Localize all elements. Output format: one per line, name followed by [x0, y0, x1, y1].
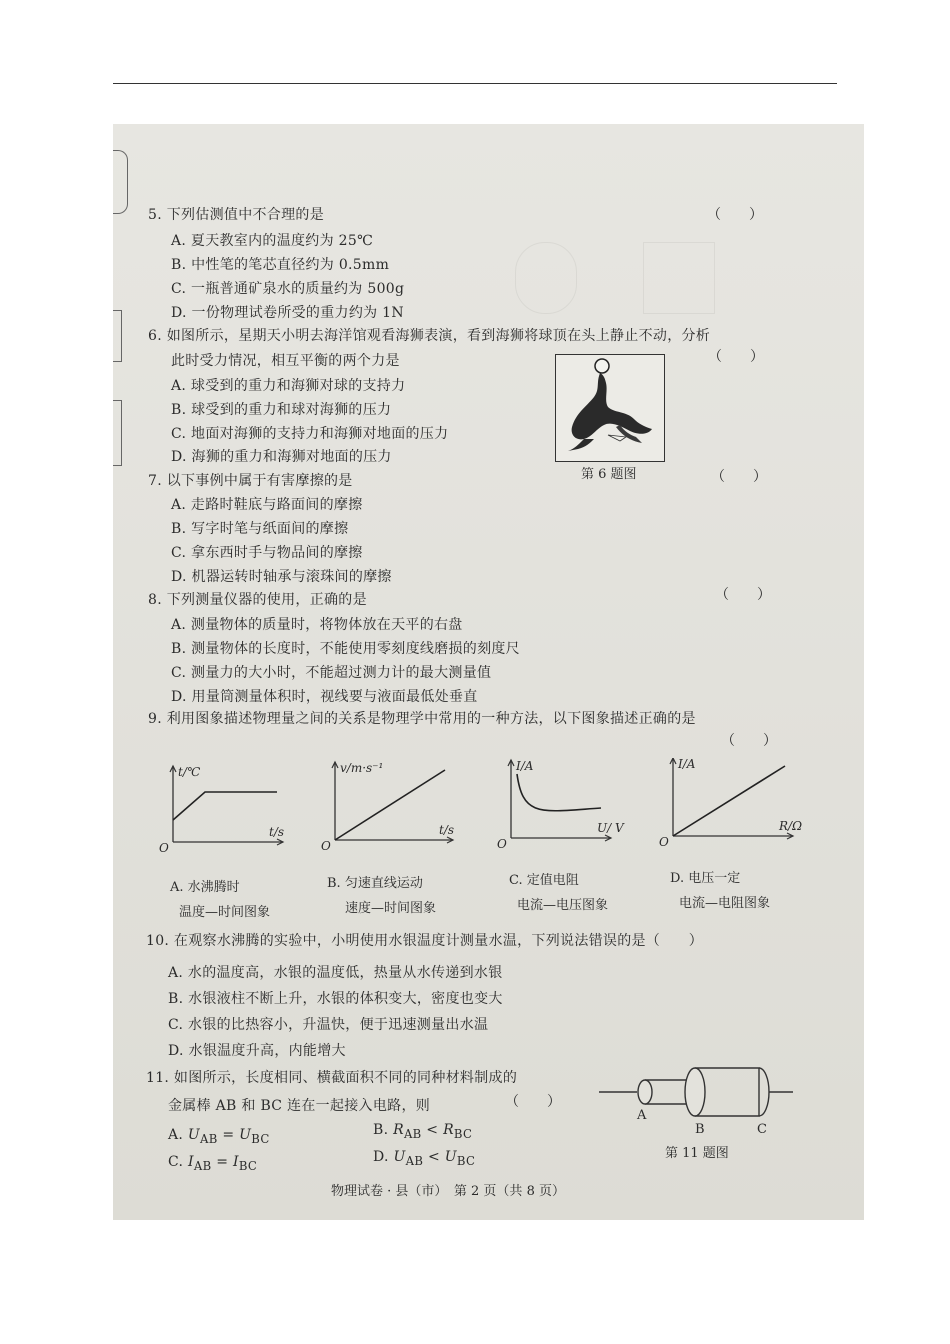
question-11-option-b: B. $R_{AB} < R_{BC}$ — [373, 1122, 473, 1141]
sea-lion-figure — [555, 354, 665, 462]
answer-bracket: （ ） — [715, 587, 771, 603]
chart-a-origin-label: O — [159, 841, 169, 855]
question-9-stem: 9. 利用图象描述物理量之间的关系是物理学中常用的一种方法，以下图象描述正确的是 — [148, 711, 696, 727]
rod-label-b: B — [695, 1122, 705, 1137]
question-9-charts — [153, 758, 833, 858]
question-6-option-a: A. 球受到的重力和海狮对球的支持力 — [171, 378, 406, 394]
chart-a-curve — [173, 792, 277, 820]
answer-bracket: （ ） — [708, 349, 764, 365]
question-6-stem-line1: 6. 如图所示，星期天小明去海洋馆观看海狮表演，看到海狮将球顶在头上静止不动，分析 — [148, 328, 711, 344]
answer-bracket: （ ） — [707, 207, 763, 223]
chart-d-curve — [673, 766, 785, 836]
figure-6-caption: 第 6 题图 — [581, 467, 637, 482]
chart-b-caption-line2: 速度—时间图象 — [345, 901, 437, 916]
chart-d-x-label: R/Ω — [779, 819, 803, 833]
question-11-stem-line1: 11. 如图所示，长度相同、横截面积不同的同种材料制成的 — [146, 1070, 518, 1086]
question-7-option-c: C. 拿东西时手与物品间的摩擦 — [171, 545, 363, 561]
margin-box — [113, 150, 128, 214]
question-5-option-b: B. 中性笔的笔芯直径约为 0.5mm — [171, 257, 390, 273]
question-8-stem: 8. 下列测量仪器的使用，正确的是 — [148, 592, 367, 608]
chart-a-caption-line1: A. 水沸腾时 — [170, 880, 240, 895]
question-7-stem: 7. 以下事例中属于有害摩擦的是 — [148, 473, 353, 489]
question-8-option-d: D. 用量筒测量体积时，视线要与液面最低处垂直 — [171, 689, 478, 705]
chart-d-caption-line2: 电流—电阻图象 — [679, 896, 771, 911]
chart-c-origin-label: O — [497, 837, 507, 851]
bleed-through-mark — [643, 242, 715, 314]
bleed-through-mark — [515, 242, 577, 314]
question-7-option-d: D. 机器运转时轴承与滚珠间的摩擦 — [171, 569, 392, 585]
answer-bracket: （ ） — [711, 469, 767, 485]
rod-label-a: A — [637, 1108, 647, 1123]
chart-b-origin-label: O — [321, 839, 331, 853]
question-8-option-c: C. 测量力的大小时，不能超过测力计的最大测量值 — [171, 665, 492, 681]
exam-page-photo — [113, 124, 864, 1220]
question-11-stem-line2: 金属棒 AB 和 BC 连在一起接入电路，则 — [168, 1098, 431, 1114]
answer-bracket: （ ） — [505, 1094, 561, 1110]
chart-a-caption-line2: 温度—时间图象 — [179, 905, 271, 920]
chart-c-curve — [517, 774, 601, 811]
chart-d-caption-line1: D. 电压一定 — [670, 871, 741, 886]
question-11-option-d: D. $U_{AB} < U_{BC}$ — [373, 1149, 476, 1168]
page-footer: 物理试卷 · 县（市） 第 2 页（共 8 页） — [331, 1184, 565, 1199]
question-10-option-b: B. 水银液柱不断上升，水银的体积变大，密度也变大 — [168, 991, 503, 1007]
header-rule — [113, 83, 837, 84]
chart-b-x-label: t/s — [439, 823, 455, 837]
margin-box — [113, 400, 122, 466]
question-8-option-b: B. 测量物体的长度时，不能使用零刻度线磨损的刻度尺 — [171, 641, 520, 657]
question-7-option-b: B. 写字时笔与纸面间的摩擦 — [171, 521, 349, 537]
question-10-option-d: D. 水银温度升高，内能增大 — [168, 1043, 346, 1059]
question-5-option-c: C. 一瓶普通矿泉水的质量约为 500g — [171, 281, 405, 297]
question-6-option-c: C. 地面对海狮的支持力和海狮对地面的压力 — [171, 426, 449, 442]
chart-d-origin-label: O — [659, 835, 669, 849]
chart-a-y-label: t/℃ — [178, 765, 201, 779]
chart-b-caption-line1: B. 匀速直线运动 — [327, 876, 423, 891]
question-8-option-a: A. 测量物体的质量时，将物体放在天平的右盘 — [171, 617, 463, 633]
rod-label-c: C — [757, 1122, 767, 1137]
chart-a-x-label: t/s — [269, 825, 285, 839]
question-11-option-a: A. $U_{AB} = U_{BC}$ — [168, 1127, 270, 1146]
chart-c-caption-line1: C. 定值电阻 — [509, 873, 579, 888]
question-5-stem: 5. 下列估测值中不合理的是 — [148, 207, 325, 223]
question-5-option-a: A. 夏天教室内的温度约为 25℃ — [171, 233, 374, 249]
question-10-option-c: C. 水银的比热容小，升温快，便于迅速测量出水温 — [168, 1017, 489, 1033]
question-7-option-a: A. 走路时鞋底与路面间的摩擦 — [171, 497, 363, 513]
question-10-option-a: A. 水的温度高，水银的温度低，热量从水传递到水银 — [168, 965, 503, 981]
figure-11-caption: 第 11 题图 — [665, 1146, 729, 1161]
question-6-option-b: B. 球受到的重力和球对海狮的压力 — [171, 402, 392, 418]
chart-c-x-label: U/ V — [597, 821, 624, 835]
question-11-option-c: C. $I_{AB} = I_{BC}$ — [168, 1154, 258, 1173]
question-6-stem-line2: 此时受力情况，相互平衡的两个力是 — [171, 353, 400, 369]
margin-box — [113, 310, 122, 362]
chart-d-y-label: I/A — [678, 758, 696, 771]
question-5-option-d: D. 一份物理试卷所受的重力约为 1N — [171, 305, 404, 321]
question-6-option-d: D. 海狮的重力和海狮对地面的压力 — [171, 449, 392, 465]
chart-c-y-label: I/A — [516, 759, 534, 773]
answer-bracket: （ ） — [721, 733, 777, 749]
chart-b-y-label: v/m·s⁻¹ — [340, 761, 384, 775]
chart-c-caption-line2: 电流—电压图象 — [517, 898, 609, 913]
sea-lion-illustration — [556, 355, 664, 461]
chart-b-curve — [335, 770, 445, 840]
question-10-stem: 10. 在观察水沸腾的实验中，小明使用水银温度计测量水温，下列说法错误的是（ ） — [146, 933, 704, 949]
